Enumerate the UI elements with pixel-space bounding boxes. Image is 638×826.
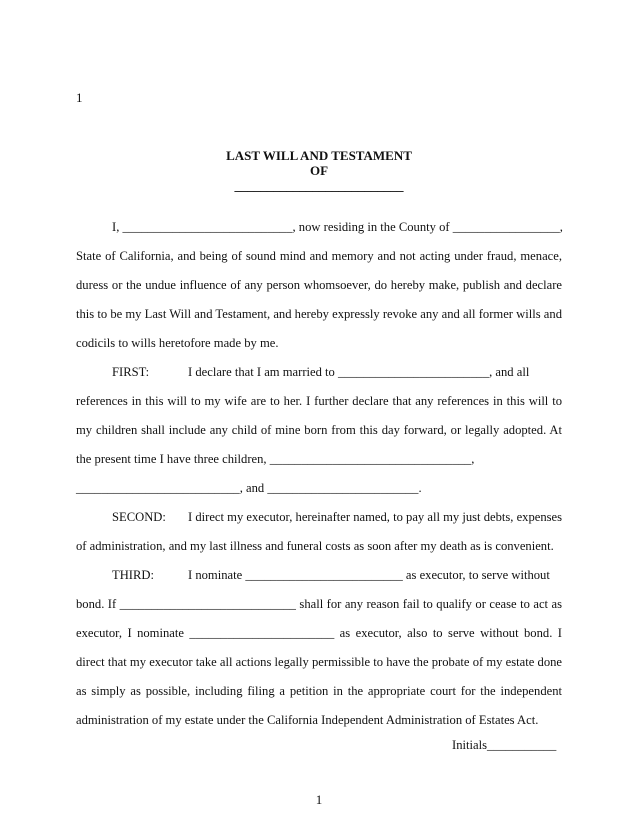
intro-line-3: duress or the undue influence of any person whomsoever, do hereby make, publish and declare	[76, 278, 562, 292]
second-text-1: I direct my executor, hereinafter named, to pay all my just debts, expenses	[188, 510, 563, 524]
footer-page-number: 1	[315, 792, 323, 807]
initials-field: Initials___________	[452, 738, 557, 752]
third-clause-line-3: executor, I nominate _______________________ as executor, also to serve without bond. I	[76, 626, 562, 640]
title-line-1: LAST WILL AND TESTAMENT	[226, 148, 412, 163]
third-text-1: I nominate _________________________ as executor, to serve without	[188, 568, 550, 582]
first-clause-line-5: __________________________, and ________________________.	[76, 481, 422, 495]
intro-line-4: this to be my Last Will and Testament, and hereby expressly revoke any and all former wills and	[76, 307, 562, 321]
third-clause-line-5: as simply as possible, including filing a petition in the appropriate court for the independent	[76, 684, 562, 698]
first-label: FIRST:	[112, 365, 150, 379]
second-clause-line-2: of administration, and my last illness and funeral costs as soon after my death as is convenient.	[76, 539, 554, 553]
second-label: SECOND:	[112, 510, 166, 524]
third-clause-line-1	[76, 568, 550, 582]
document-title	[0, 148, 638, 193]
first-clause-line-4: the present time I have three children, ________________________________,	[76, 452, 475, 466]
header-page-number: 1	[76, 90, 83, 105]
third-label: THIRD:	[112, 568, 154, 582]
intro-line-1: I, ___________________________, now residing in the County of _________________,	[112, 220, 563, 234]
second-clause-line-1	[76, 510, 562, 524]
testator-name-blank: __________________________	[234, 178, 404, 193]
intro-line-2: State of California, and being of sound mind and memory and not acting under fraud, menace,	[76, 249, 562, 263]
third-clause-line-2: bond. If ____________________________ shall for any reason fail to qualify or cease to act as	[76, 597, 562, 611]
first-clause-line-1	[76, 365, 529, 379]
third-clause-line-4: direct that my executor take all actions legally permissible to have the probate of my estate done	[76, 655, 562, 669]
first-clause-line-2: references in this will to my wife are to her. I further declare that any references in this will to	[76, 394, 562, 408]
third-clause-line-6: administration of my estate under the California Independent Administration of Estates Act.	[76, 713, 539, 727]
title-line-2: OF	[309, 163, 329, 178]
first-clause-line-3: my children shall include any child of mine born from this day forward, or legally adopted. At	[76, 423, 562, 437]
first-text-1: I declare that I am married to ________________________, and all	[188, 365, 530, 379]
intro-line-5: codicils to wills heretofore made by me.	[76, 336, 279, 350]
